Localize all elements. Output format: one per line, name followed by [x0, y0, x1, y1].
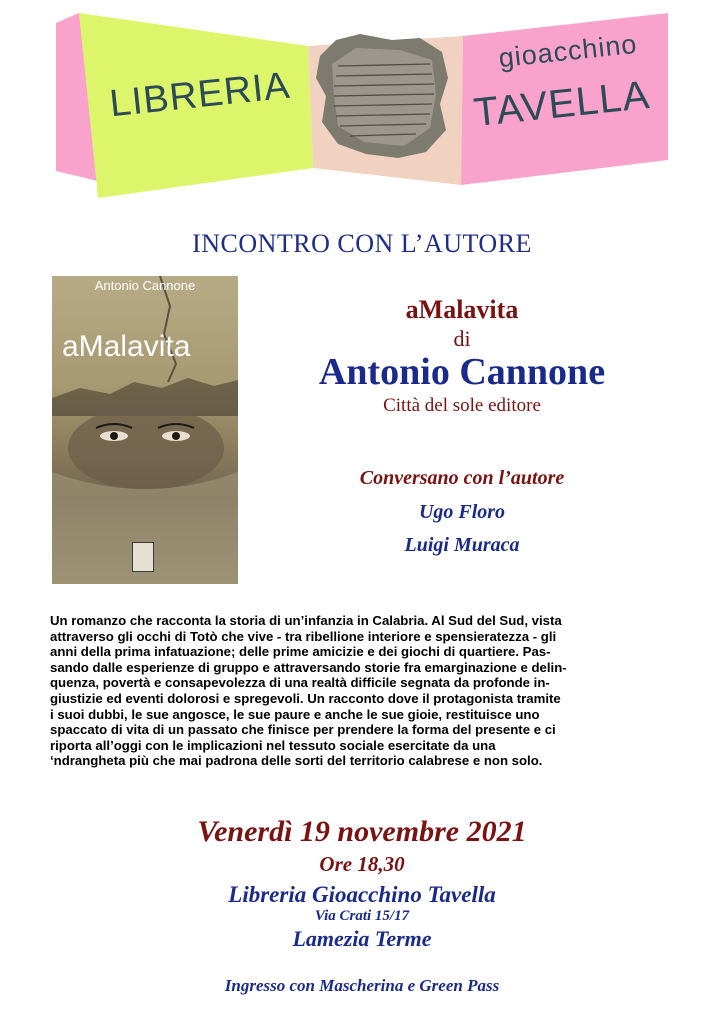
- logo-gioacchino: gioacchino: [497, 28, 639, 74]
- event-date: Venerdì 19 novembre 2021: [197, 815, 527, 848]
- description-line: Un romanzo che racconta la storia di un’infanzia in Calabria. Al Sud del Sud, vista: [50, 613, 562, 628]
- book-description: [50, 613, 682, 769]
- book-title: aMalavita: [405, 295, 519, 324]
- description-line: sando dalle esperienze di gruppo e attraversando storie fra emarginazione e delin-: [50, 659, 567, 675]
- description-line: anni della prima infatuazione; delle prime amicizie e dei giochi di quartiere. Pas-: [50, 644, 551, 660]
- description-line: ‘ndrangheta più che mai padrona delle sorti del territorio calabrese e non solo.: [50, 753, 543, 769]
- conversation-intro: Conversano con l’autore: [359, 467, 565, 489]
- event-time: Ore 18,30: [319, 852, 405, 876]
- publisher-logo-icon: [132, 542, 154, 572]
- description-line: riporta all’oggi con le implicazioni nel tessuto sociale esercitate da una: [50, 737, 496, 753]
- event-city: Lamezia Terme: [292, 926, 432, 951]
- speaker-name: Ugo Floro: [418, 501, 506, 523]
- logo-libreria: LIBRERIA: [107, 64, 293, 126]
- description-line: giustizie ed eventi dolorosi e spregevoli. Un racconto dove il protagonista tramite: [50, 690, 561, 706]
- logo-tavella: TAVELLA: [471, 72, 653, 136]
- book-by: di: [453, 326, 471, 351]
- book-author: Antonio Cannone: [318, 351, 606, 393]
- stone-tablet-image: [316, 34, 448, 158]
- book-cover: [52, 276, 238, 584]
- speaker-name: Luigi Muraca: [404, 534, 520, 556]
- cover-title: aMalavita: [62, 330, 191, 363]
- cover-artwork: [52, 276, 238, 584]
- cover-author: Antonio Cannone: [94, 278, 196, 293]
- event-street: Via Crati 15/17: [314, 908, 410, 924]
- event-venue: Libreria Gioacchino Tavella: [228, 882, 496, 907]
- description-line: quenza, povertà e consapevolezza di una realtà difficile segnata da profonde in-: [50, 675, 550, 691]
- event-heading: INCONTRO CON L’AUTORE: [192, 229, 532, 258]
- event-entry-note: Ingresso con Mascherina e Green Pass: [224, 976, 500, 995]
- description-line: spaccato di vita di un passato che finisce per prendere la forma del presente e ci: [50, 722, 556, 738]
- book-publisher: Città del sole editore: [383, 395, 541, 416]
- description-line: i suoi dubbi, le sue angosce, le sue paure e anche le sue gioie, restituisce uno: [50, 706, 540, 722]
- description-line: attraverso gli occhi di Totò che vive - tra ribellione interiore e spensieratezza - gli: [50, 628, 557, 644]
